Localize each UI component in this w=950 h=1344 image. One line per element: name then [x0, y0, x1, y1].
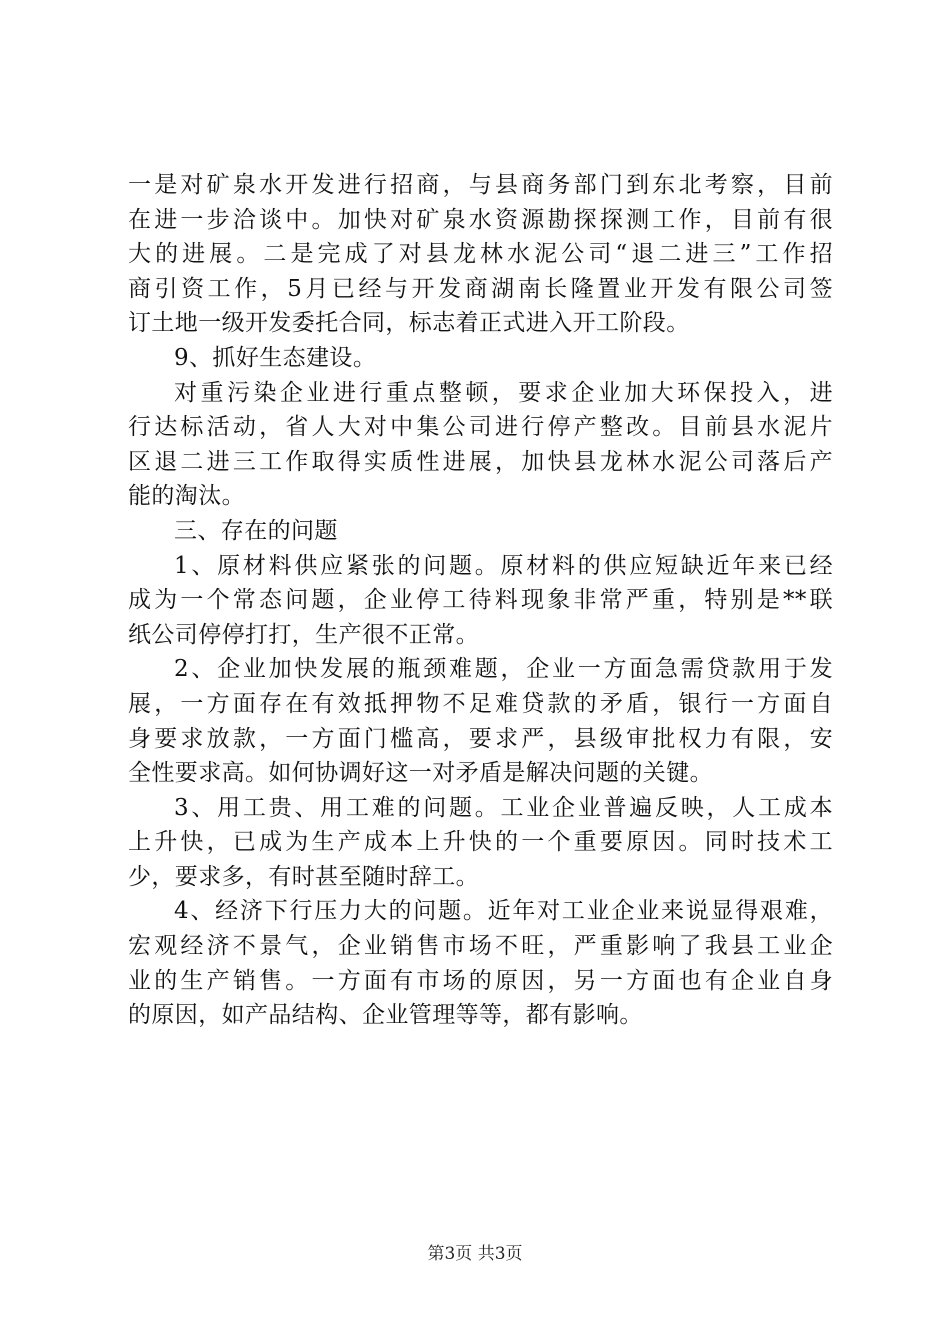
text-line: 行达标活动，省人大对中集公司进行停产整改。目前县水泥片: [128, 414, 833, 441]
text-line: 订土地一级开发委托合同，标志着正式进入开工阶段。: [128, 310, 690, 337]
text-line: 能的淘汰。: [128, 483, 245, 510]
text-line: 的原因，如产品结构、企业管理等等，都有影响。: [128, 1002, 643, 1029]
text-line: 纸公司停停打打，生产很不正常。: [128, 621, 479, 648]
text-line: 商引资工作，5月已经与开发商湖南长隆置业开发有限公司签: [128, 275, 833, 302]
section-heading-ecology: 9、抓好生态建设。: [174, 344, 377, 371]
text-line: 展，一方面存在有效抵押物不足难贷款的矛盾，银行一方面自: [128, 690, 833, 717]
text-line: 全性要求高。如何协调好这一对矛盾是解决问题的关键。: [128, 760, 713, 787]
text-line: 成为一个常态问题，企业停工待料现象非常严重，特别是**联: [128, 587, 833, 614]
page-number: 第3页 共3页: [427, 1244, 523, 1264]
text-line: 身要求放款，一方面门槛高，要求严，县级审批权力有限，安: [128, 725, 833, 752]
text-line: 业的生产销售。一方面有市场的原因，另一方面也有企业自身: [128, 967, 833, 994]
body-text: [128, 168, 833, 1033]
text-line: 大的进展。二是完成了对县龙林水泥公司“退二进三”工作招: [128, 241, 833, 268]
page-footer: [0, 1242, 950, 1266]
section-heading-problems: 三、存在的问题: [174, 517, 338, 544]
text-line: 3、用工贵、用工难的问题。工业企业普遍反映，人工成本: [174, 794, 833, 821]
text-line: 对重污染企业进行重点整顿，要求企业加大环保投入，进: [174, 379, 833, 406]
text-line: 宏观经济不景气，企业销售市场不旺，严重影响了我县工业企: [128, 933, 833, 960]
text-line: 区退二进三工作取得实质性进展，加快县龙林水泥公司落后产: [128, 448, 833, 475]
text-line: 1、原材料供应紧张的问题。原材料的供应短缺近年来已经: [174, 552, 833, 579]
text-line: 2、企业加快发展的瓶颈难题，企业一方面急需贷款用于发: [174, 656, 833, 683]
text-line: 少，要求多，有时甚至随时辞工。: [128, 863, 479, 890]
text-line: 一是对矿泉水开发进行招商，与县商务部门到东北考察，目前: [128, 172, 833, 198]
text-line: 上升快，已成为生产成本上升快的一个重要原因。同时技术工: [128, 829, 833, 856]
text-line: 4、经济下行压力大的问题。近年对工业企业来说显得艰难，: [174, 898, 833, 925]
text-line: 在进一步洽谈中。加快对矿泉水资源勘探探测工作，目前有很: [128, 206, 833, 233]
